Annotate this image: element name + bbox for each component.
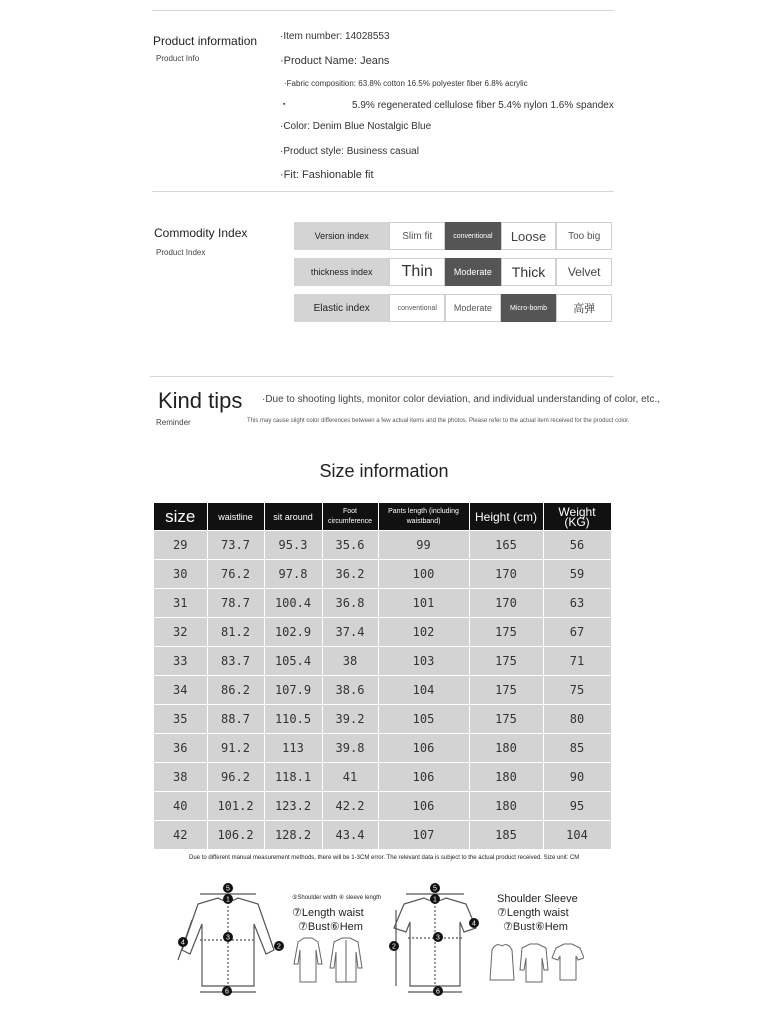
- table-cell: 165: [469, 531, 543, 560]
- svg-text:6: 6: [225, 988, 229, 996]
- table-cell: 85: [543, 734, 611, 763]
- table-cell: 63: [543, 589, 611, 618]
- table-cell: 103: [378, 647, 469, 676]
- table-cell: 180: [469, 763, 543, 792]
- svg-text:6: 6: [436, 988, 440, 996]
- table-cell: 100: [378, 560, 469, 589]
- svg-text:4: 4: [181, 939, 185, 947]
- table-cell: 123.2: [264, 792, 322, 821]
- fabric-composition: ·Fabric composition: 63.8% cotton 16.5% polyester fiber 6.8% acrylic: [284, 79, 528, 88]
- table-cell: 36.8: [322, 589, 378, 618]
- table-cell: 99: [378, 531, 469, 560]
- table-cell: 91.2: [207, 734, 264, 763]
- style-line: ·Product style: Business casual: [280, 146, 419, 157]
- table-cell: 175: [469, 647, 543, 676]
- table-cell: 75: [543, 676, 611, 705]
- index-option: Thin: [389, 258, 445, 286]
- product-name: ·Product Name: Jeans: [280, 55, 390, 67]
- table-cell: 104: [378, 676, 469, 705]
- left-guide-line-small: ⑤Shoulder width ④ sleeve length: [292, 895, 382, 901]
- table-cell: 100.4: [264, 589, 322, 618]
- table-row: [154, 589, 611, 618]
- table-cell: 38: [322, 647, 378, 676]
- table-cell: 39.8: [322, 734, 378, 763]
- table-cell: 83.7: [207, 647, 264, 676]
- table-cell: 102: [378, 618, 469, 647]
- table-cell: 128.2: [264, 821, 322, 850]
- bullet-icon: ▪: [283, 101, 286, 108]
- product-info-title: Product information: [153, 34, 258, 48]
- marker-icons: [178, 883, 284, 996]
- commodity-index-title: Commodity Index: [154, 226, 248, 240]
- table-cell: 41: [322, 763, 378, 792]
- table-cell: 71: [543, 647, 611, 676]
- table-cell: 106: [378, 792, 469, 821]
- table-row: [154, 618, 611, 647]
- index-row-label: thickness index: [294, 258, 389, 286]
- table-row: [154, 531, 611, 560]
- short-sleeve-diagram: [380, 880, 490, 998]
- svg-text:3: 3: [226, 934, 230, 942]
- fabric-composition-cont: 5.9% regenerated cellulose fiber 5.4% nylon 1.6% spandex: [352, 100, 614, 111]
- left-guide-line3: ⑦Bust⑥Hem: [298, 921, 363, 933]
- index-option-selected: Moderate: [445, 258, 501, 286]
- svg-text:4: 4: [472, 920, 476, 928]
- header-size: size: [154, 503, 207, 531]
- table-cell: 107.9: [264, 676, 322, 705]
- svg-text:5: 5: [226, 885, 230, 893]
- table-cell: 90: [543, 763, 611, 792]
- table-cell: 31: [154, 589, 207, 618]
- thickness-index-row: [294, 258, 612, 286]
- table-cell: 106: [378, 763, 469, 792]
- header-sit-around: sit around: [264, 503, 322, 531]
- table-cell: 38.6: [322, 676, 378, 705]
- table-cell: 30: [154, 560, 207, 589]
- svg-text:2: 2: [277, 943, 281, 951]
- left-guide-line2: ⑦Length waist: [292, 907, 364, 919]
- table-cell: 39.2: [322, 705, 378, 734]
- table-cell: 180: [469, 792, 543, 821]
- table-row: [154, 705, 611, 734]
- table-cell: 76.2: [207, 560, 264, 589]
- table-cell: 59: [543, 560, 611, 589]
- size-table: [154, 503, 612, 849]
- table-cell: 170: [469, 560, 543, 589]
- shirt-icons: [484, 940, 584, 986]
- table-cell: 185: [469, 821, 543, 850]
- table-cell: 175: [469, 676, 543, 705]
- table-cell: 97.8: [264, 560, 322, 589]
- table-cell: 113: [264, 734, 322, 763]
- table-cell: 105: [378, 705, 469, 734]
- table-row: [154, 821, 611, 850]
- size-table-body: [154, 531, 611, 850]
- table-cell: 95.3: [264, 531, 322, 560]
- index-option: Slim fit: [389, 222, 445, 250]
- table-cell: 106.2: [207, 821, 264, 850]
- index-option: conventional: [389, 294, 445, 322]
- header-foot-circumference: Foot circumference: [322, 503, 378, 531]
- kind-tips-line2: This may cause slight color differences between a few actual items and the photos. Please refer to the actual item received for the product color.: [247, 418, 630, 424]
- table-cell: 175: [469, 618, 543, 647]
- header-weight: Weight (KG): [543, 503, 611, 531]
- table-cell: 105.4: [264, 647, 322, 676]
- table-cell: 32: [154, 618, 207, 647]
- jacket-icons: [290, 934, 364, 986]
- commodity-index-subtitle: Product Index: [156, 248, 206, 257]
- table-cell: 101.2: [207, 792, 264, 821]
- table-cell: 35: [154, 705, 207, 734]
- version-index-row: [294, 222, 612, 250]
- header-pants-length: Pants length (including waistband): [378, 503, 469, 531]
- table-cell: 37.4: [322, 618, 378, 647]
- right-guide-line3: ⑦Bust⑥Hem: [503, 921, 568, 933]
- table-cell: 180: [469, 734, 543, 763]
- index-option: Thick: [501, 258, 557, 286]
- index-option: Too big: [556, 222, 612, 250]
- table-cell: 96.2: [207, 763, 264, 792]
- svg-text:2: 2: [392, 943, 396, 951]
- index-option: Loose: [501, 222, 557, 250]
- index-option: Velvet: [556, 258, 612, 286]
- long-sleeve-diagram: [170, 880, 290, 998]
- svg-text:5: 5: [433, 885, 437, 893]
- product-info-subtitle: Product Info: [156, 54, 200, 63]
- table-cell: 106: [378, 734, 469, 763]
- table-cell: 107: [378, 821, 469, 850]
- table-cell: 35.6: [322, 531, 378, 560]
- kind-tips-subtitle: Reminder: [156, 418, 191, 427]
- fit-line: ·Fit: Fashionable fit: [280, 169, 374, 181]
- color-line: ·Color: Denim Blue Nostalgic Blue: [280, 121, 432, 132]
- table-row: [154, 647, 611, 676]
- kind-tips-title: Kind tips: [158, 388, 243, 413]
- table-cell: 170: [469, 589, 543, 618]
- table-row: [154, 676, 611, 705]
- table-cell: 43.4: [322, 821, 378, 850]
- table-cell: 95: [543, 792, 611, 821]
- table-cell: 88.7: [207, 705, 264, 734]
- item-number: ·Item number: 14028553: [280, 31, 390, 42]
- table-cell: 56: [543, 531, 611, 560]
- table-cell: 102.9: [264, 618, 322, 647]
- elastic-index-row: [294, 294, 612, 322]
- table-cell: 36: [154, 734, 207, 763]
- table-row: [154, 792, 611, 821]
- index-option-selected: Micro-bomb: [501, 294, 557, 322]
- table-cell: 67: [543, 618, 611, 647]
- svg-text:1: 1: [226, 896, 230, 904]
- table-row: [154, 763, 611, 792]
- table-header-row: [154, 503, 611, 531]
- header-height: Height (cm): [469, 503, 543, 531]
- table-cell: 33: [154, 647, 207, 676]
- index-row-label: Version index: [294, 222, 389, 250]
- table-cell: 80: [543, 705, 611, 734]
- table-row: [154, 560, 611, 589]
- index-option: 高弹: [556, 294, 612, 322]
- table-cell: 34: [154, 676, 207, 705]
- svg-text:1: 1: [433, 896, 437, 904]
- table-cell: 42.2: [322, 792, 378, 821]
- table-cell: 40: [154, 792, 207, 821]
- table-cell: 110.5: [264, 705, 322, 734]
- table-cell: 29: [154, 531, 207, 560]
- section-divider-1: [152, 191, 614, 192]
- header-waistline: waistline: [207, 503, 264, 531]
- table-cell: 104: [543, 821, 611, 850]
- index-row-label: Elastic index: [294, 294, 389, 322]
- measurement-note: Due to different manual measurement methods, there will be 1-3CM error. The relevant data is subject to the actual product received. Size unit: CM: [189, 855, 580, 861]
- table-cell: 175: [469, 705, 543, 734]
- table-cell: 81.2: [207, 618, 264, 647]
- size-info-title: Size information: [319, 461, 449, 481]
- right-guide-line2: ⑦Length waist: [497, 907, 569, 919]
- index-option-selected: conventional: [445, 222, 501, 250]
- top-divider: [152, 10, 614, 11]
- table-row: [154, 734, 611, 763]
- table-cell: 118.1: [264, 763, 322, 792]
- table-cell: 73.7: [207, 531, 264, 560]
- table-cell: 36.2: [322, 560, 378, 589]
- svg-text:3: 3: [436, 934, 440, 942]
- table-cell: 42: [154, 821, 207, 850]
- table-cell: 38: [154, 763, 207, 792]
- right-guide-line1: Shoulder Sleeve: [497, 893, 578, 905]
- kind-tips-line1: ·Due to shooting lights, monitor color deviation, and individual understanding of color, etc.,: [262, 394, 661, 405]
- section-divider-2: [150, 376, 614, 377]
- table-cell: 86.2: [207, 676, 264, 705]
- table-cell: 101: [378, 589, 469, 618]
- index-option: Moderate: [445, 294, 501, 322]
- table-cell: 78.7: [207, 589, 264, 618]
